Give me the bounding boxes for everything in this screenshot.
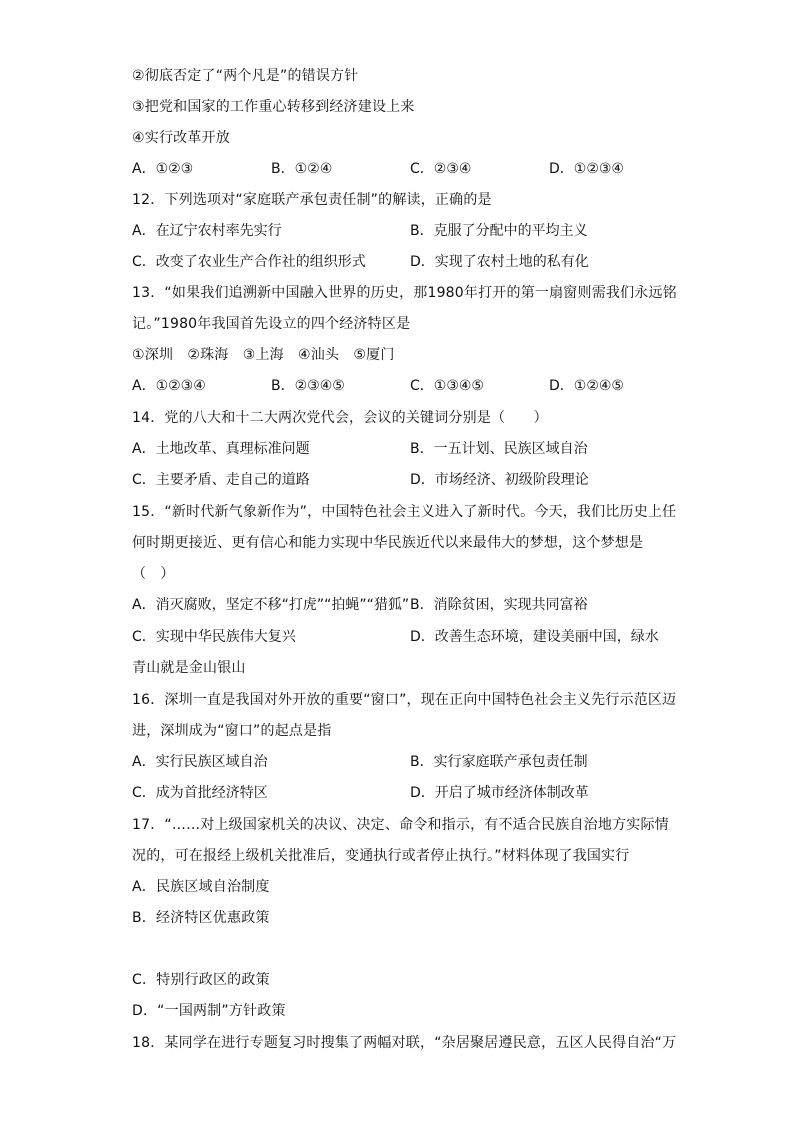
q15-option-d: D．改善生态环境，建设美丽中国，绿水 <box>410 629 659 645</box>
q11-statement-4: ④实行改革开放 <box>132 130 230 146</box>
q16-option-a: A．实行民族区域自治 <box>132 754 268 770</box>
q15-stem-line-2: 何时期更接近、更有信心和能力实现中华民族近代以来最伟大的梦想，这个梦想是 <box>132 535 644 551</box>
q13-option-b: B．②③④⑤ <box>271 378 345 394</box>
q15-option-b: B．消除贫困，实现共同富裕 <box>410 597 588 613</box>
q11-option-b: B．①②④ <box>271 161 333 177</box>
q15-option-d-continued: 青山就是金山银山 <box>132 660 246 676</box>
q14-option-c: C．主要矛盾、走自己的道路 <box>132 472 310 488</box>
q16-stem-line-2: 进，深圳成为“窗口”的起点是指 <box>132 723 332 739</box>
q12-stem: 12．下列选项对“家庭联产承包责任制”的解读，正确的是 <box>132 192 492 208</box>
q17-option-c: C．特别行政区的政策 <box>132 972 270 988</box>
q17-stem-line-1: 17．“……对上级国家机关的决议、决定、命令和指示，有不适合民族自治地方实际情 <box>132 817 669 833</box>
q13-option-c: C．①③④⑤ <box>410 378 484 394</box>
q14-option-a: A．土地改革、真理标准问题 <box>132 441 310 457</box>
q13-stem-line-1: 13．“如果我们追溯新中国融入世界的历史，那1980年打开的第一扇窗则需我们永远铭 <box>132 285 677 301</box>
q17-option-a: A．民族区域自治制度 <box>132 879 270 895</box>
q17-option-d: D．“一国两制”方针政策 <box>132 1003 286 1019</box>
q12-option-b: B．克服了分配中的平均主义 <box>410 223 588 239</box>
q16-option-b: B．实行家庭联产承包责任制 <box>410 754 588 770</box>
q16-option-c: C．成为首批经济特区 <box>132 785 268 801</box>
q16-stem-line-1: 16．深圳一直是我国对外开放的重要“窗口”，现在正向中国特色社会主义先行示范区迈 <box>132 692 677 708</box>
q13-stem-line-2: 记。”1980年我国首先设立的四个经济特区是 <box>132 316 411 332</box>
q11-statement-3: ③把党和国家的工作重心转移到经济建设上来 <box>132 99 415 115</box>
q18-stem-line-1: 18．某同学在进行专题复习时搜集了两幅对联，“杂居聚居遵民意，五区人民得自治“万 <box>132 1035 677 1051</box>
q13-cities: ①深圳 ②珠海 ③上海 ④汕头 ⑤厦门 <box>132 347 395 363</box>
q12-option-c: C．改变了农业生产合作社的组织形式 <box>132 254 366 270</box>
q14-option-b: B．一五计划、民族区域自治 <box>410 441 588 457</box>
q14-stem: 14．党的八大和十二大两次党代会，会议的关键词分别是（ ） <box>132 410 548 426</box>
q11-statement-2: ②彻底否定了“两个凡是”的错误方针 <box>132 68 359 84</box>
q11-option-d: D．①②③④ <box>549 161 624 177</box>
q16-option-d: D．开启了城市经济体制改革 <box>410 785 589 801</box>
q14-option-d: D．市场经济、初级阶段理论 <box>410 472 589 488</box>
q11-option-a: A．①②③ <box>132 161 194 177</box>
q15-option-c: C．实现中华民族伟大复兴 <box>132 629 296 645</box>
q15-answer-blank: （ ） <box>132 566 175 582</box>
q13-option-a: A．①②③④ <box>132 378 206 394</box>
q15-stem-line-1: 15．“新时代新气象新作为”，中国特色社会主义进入了新时代。今天，我们比历史上任 <box>132 504 677 520</box>
q11-option-c: C．②③④ <box>410 161 472 177</box>
q15-option-a: A．消灭腐败，坚定不移“打虎”“拍蝇”“猎狐” <box>132 597 410 613</box>
q12-option-a: A．在辽宁农村率先实行 <box>132 223 282 239</box>
q17-option-b: B．经济特区优惠政策 <box>132 910 270 926</box>
q13-option-d: D．①②④⑤ <box>549 378 624 394</box>
q17-stem-line-2: 况的，可在报经上级机关批准后，变通执行或者停止执行。”材料体现了我国实行 <box>132 848 630 864</box>
q12-option-d: D．实现了农村土地的私有化 <box>410 254 589 270</box>
